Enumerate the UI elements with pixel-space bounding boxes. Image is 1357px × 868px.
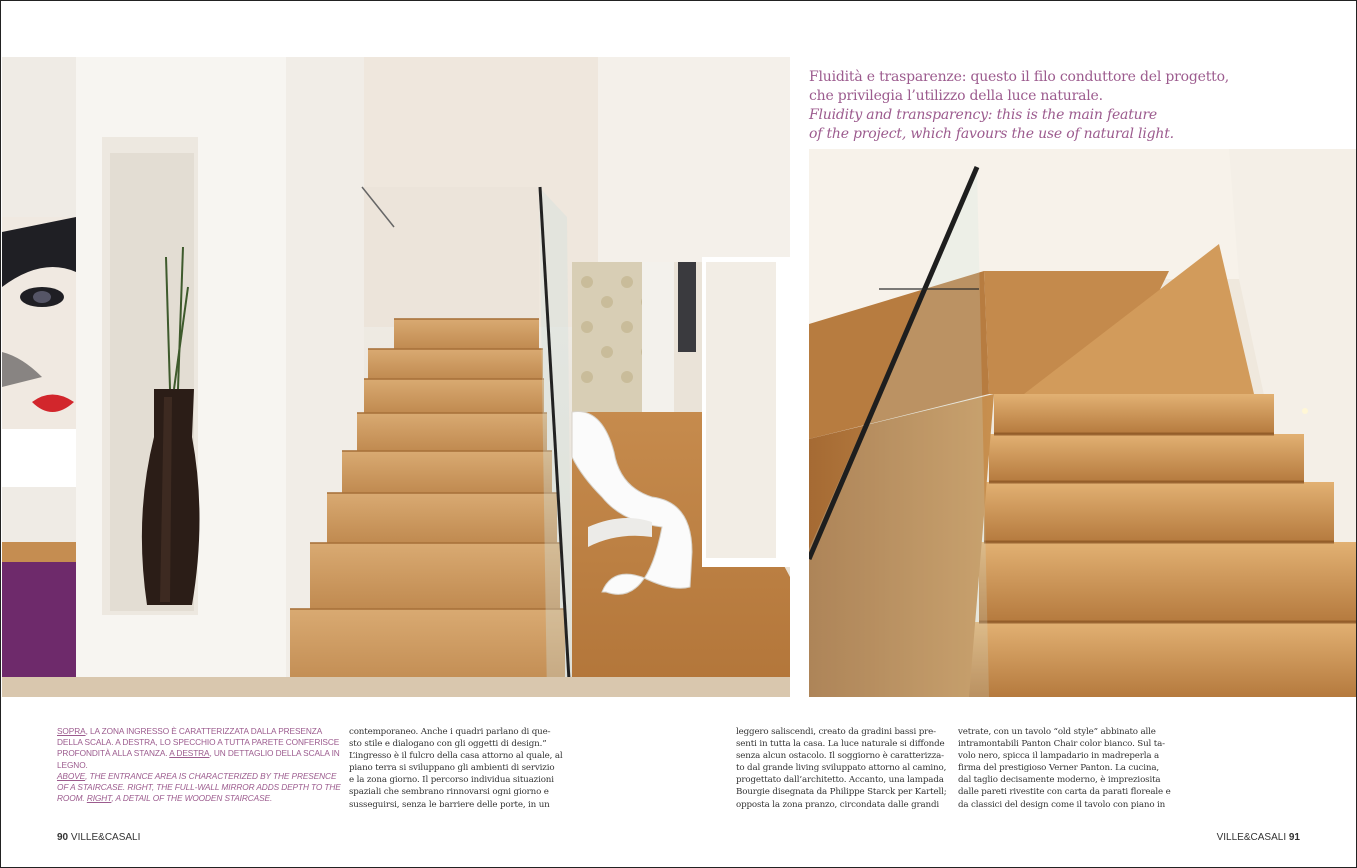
caption-text: , THE ENTRANCE AREA IS CHARACTERIZED BY THE PRESENCE [85,770,337,781]
body-line: L’ingresso è il fulcro della casa attorno al quale, al [349,751,563,762]
body-line: to dal grande living sviluppato attorno al camino, [736,763,947,774]
caption-keyword: A DESTRA [169,748,210,759]
staircase-illustration [2,57,790,697]
wooden-stair-detail-photo [809,149,1357,697]
caption-line: OF A STAIRCASE. RIGHT, THE FULL-WALL MIRROR ADDS DEPTH TO THE [57,782,341,793]
photo-caption [57,726,341,804]
caption-line: DELLA SCALA. A DESTRA, LO SPECCHIO A TUTTA PARETE CONFERISCE [57,737,340,748]
pull-quote-en-line: of the project, which favours the use of natural light. [809,126,1174,142]
magazine-name: VILLE&CASALI [70,832,141,843]
caption-keyword: SOPRA [57,726,86,736]
body-line: firma del prestigioso Verner Panton. La cucina, [958,763,1159,774]
caption-line [57,726,329,737]
folio-right [1217,832,1300,843]
caption-text: ROOM. [57,793,87,804]
body-line: leggero saliscendi, creato da gradini bassi pre- [736,727,936,737]
body-line: volo nero, spicca il lampadario in madreperla a [958,751,1160,762]
caption-line: LEGNO. [57,759,88,770]
body-line: da classici del design come il tavolo con piano in [958,799,1166,810]
body-line: contemporaneo. Anche i quadri parlano di que- [349,727,551,737]
body-column-1 [349,726,563,811]
body-line: senti in tutta la casa. La luce naturale si diffonde [736,739,945,750]
body-line: Bourgie disegnata da Philippe Starck per Kartell; [736,787,947,798]
body-line: e la zona giorno. Il percorso individua situazioni [349,775,554,786]
body-column-3 [958,726,1171,811]
caption-text: , A DETAIL OF THE WOODEN STAIRCASE. [111,793,273,804]
body-line: senza alcun ostacolo. Il soggiorno è caratterizza- [736,751,944,762]
body-line: vetrate, con un tavolo “old style” abbinato alle [958,727,1156,737]
caption-keyword: RIGHT [86,793,112,804]
body-line: intramontabili Panton Chair color bianco. Sul ta- [958,739,1165,750]
body-line: spaziali che sembrano rinnovarsi ogni giorno e [349,787,549,798]
caption-text: PROFONDITÀ ALLA STANZA. [57,748,170,759]
body-line: opposta la zona pranzo, circondata dalle grandi [736,799,939,810]
caption-line [57,770,337,782]
pull-quote-it-line: Fluidità e trasparenze: questo il filo conduttore del progetto, [809,69,1230,85]
caption-text: , LA ZONA INGRESSO È CARATTERIZZATA DALLA PRESENZA [85,726,323,736]
magazine-name: VILLE&CASALI [1216,832,1287,843]
pull-quote-en-line: Fluidity and transparency: this is the main feature [809,107,1158,123]
pull-quote-it-line: che privilegia l’utilizzo della luce naturale. [809,88,1103,104]
body-line: progettato dall’architetto. Accanto, una lampada [736,775,944,786]
caption-line [57,793,329,804]
staircase-photo [2,57,790,697]
body-line: dal taglio decisamente moderno, è impreziosita [958,775,1161,786]
stair-detail-illustration [809,149,1357,697]
body-line: sto stile e dialogano con gli oggetti di design.” [349,739,547,750]
page-number: 90 [57,832,69,843]
body-line: susseguirsi, senza le barriere delle porte, in un [349,799,550,810]
page-number: 91 [1288,832,1300,843]
folio-left [57,832,140,843]
caption-line [57,748,340,759]
caption-keyword: ABOVE [57,770,86,781]
pull-quote [809,68,1229,144]
body-column-2 [736,726,947,811]
caption-text: , UN DETTAGLIO DELLA SCALA IN [209,748,340,759]
body-line: dalle pareti rivestite con carta da parati floreale e [958,787,1171,798]
body-line: piano terra si sviluppano gli ambienti di servizio [349,763,555,774]
